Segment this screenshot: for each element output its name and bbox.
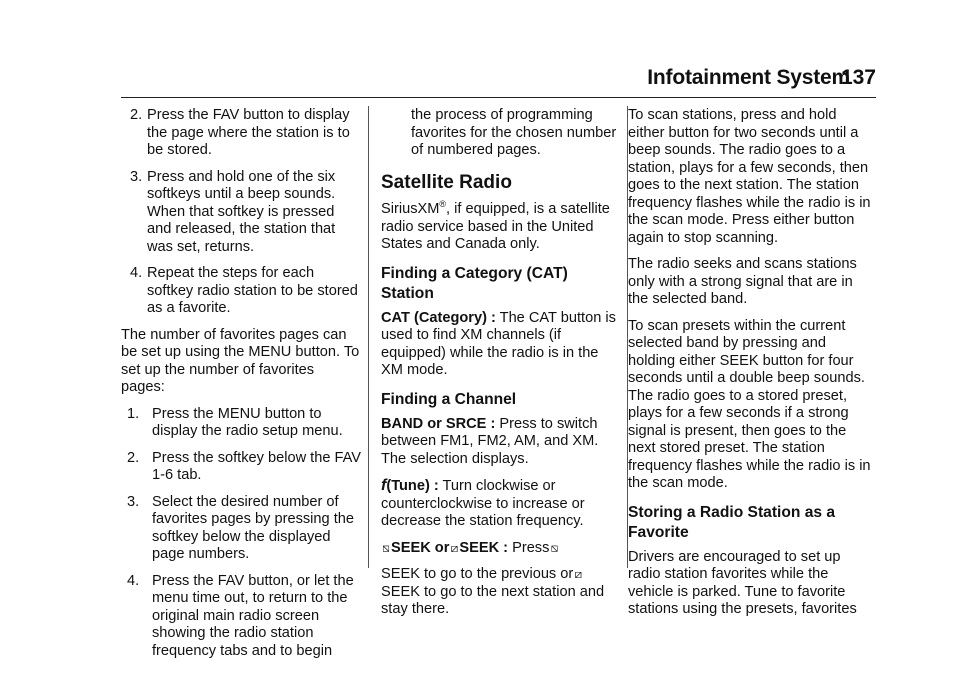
- tune-label: (Tune) :: [386, 478, 439, 494]
- seek-text: SEEK to go to the next station and stay there.: [381, 583, 605, 617]
- heading-storing-favorite: Storing a Radio Station as a Favorite: [628, 503, 836, 541]
- column-left: [121, 107, 361, 669]
- step-number: 2.: [130, 107, 143, 123]
- step-item: [121, 107, 361, 160]
- seek-press: Press: [508, 539, 550, 556]
- seek-next-icon: ⧄: [450, 540, 459, 555]
- step-number: 4.: [130, 265, 143, 281]
- seek-label: SEEK :: [459, 539, 509, 556]
- step-text: Press the FAV button to display the page where the station is to be stored.: [147, 107, 350, 158]
- cat-paragraph: [381, 310, 617, 380]
- scan-paragraph: To scan stations, press and hold either button for two seconds until a beep sounds. The radio goes to a station, plays for a few seconds, then goes to the next station. The station frequency flashes while the radio is in the scan mode. Press either button again to stop scanning.: [628, 107, 871, 246]
- step-number: 3.: [130, 168, 143, 185]
- seek-previous-icon: ⧅: [550, 540, 559, 555]
- step-text: Press and hold one of the six softkeys until a beep sounds. When that softkey is pressed and released, the station that was set, returns.: [147, 168, 336, 255]
- step-item: [121, 169, 361, 257]
- heading-find-category: Finding a Category (CAT) Station: [381, 264, 568, 302]
- step-number: 2.: [127, 449, 140, 466]
- step-number: 1.: [127, 405, 140, 422]
- seek-text: SEEK to go to the previous or: [381, 566, 574, 582]
- section-title: Infotainment System: [647, 66, 850, 89]
- step-item: [121, 450, 361, 485]
- step-number: 4.: [127, 572, 140, 589]
- seek-previous-icon: ⧅: [382, 540, 390, 555]
- step-text: Press the softkey below the FAV 1-6 tab.: [152, 449, 362, 483]
- sirius-text: , if equipped, is a satellite radio service based in the United States and Canada only.: [381, 201, 610, 252]
- step-number: 3.: [127, 493, 140, 510]
- column-right: [628, 107, 876, 628]
- band-paragraph: [381, 416, 617, 469]
- header-divider: [121, 97, 876, 98]
- sirius-brand: SiriusXM: [381, 201, 440, 217]
- seek-next-icon: ⧄: [574, 567, 583, 581]
- band-label: BAND or SRCE :: [381, 415, 496, 432]
- step-text: Press the FAV button, or let the menu time out, to return to the original main radio screen showing the radio station frequency tabs and to begin: [152, 572, 354, 659]
- continuation-text: the process of programming favorites for the chosen number of numbered pages.: [411, 107, 617, 158]
- heading-satellite-radio: Satellite Radio: [381, 171, 512, 193]
- column-middle: [381, 107, 617, 628]
- heading-find-channel: Finding a Channel: [381, 390, 517, 408]
- registered-mark: ®: [439, 199, 447, 210]
- tune-text: Turn clockwise or counterclockwise to increase or decrease the station frequency.: [381, 478, 585, 529]
- step-item: [121, 265, 361, 318]
- favorites-paragraph: Drivers are encouraged to set up radio station favorites while the vehicle is parked. Tune to favorite stations using the presets, favorites: [628, 548, 857, 617]
- step-text: Repeat the steps for each softkey radio station to be stored as a favorite.: [147, 265, 358, 316]
- step-text: Press the MENU button to display the radio setup menu.: [152, 405, 343, 439]
- seek-description: [381, 566, 617, 619]
- cat-text: The CAT button is used to find XM channels (if equipped) while the radio is in the XM mode.: [381, 309, 616, 378]
- music-note-icon: f: [381, 477, 387, 494]
- page-number: 137: [840, 66, 876, 89]
- seek-scan-paragraph: The radio seeks and scans stations only with a strong signal that are in the selected band.: [628, 256, 857, 307]
- seek-paragraph: [381, 540, 617, 558]
- cat-label: CAT (Category) :: [381, 309, 496, 326]
- seek-label: SEEK or: [391, 539, 450, 556]
- step-item: [121, 406, 361, 441]
- column-divider: [368, 106, 369, 568]
- step-item: [121, 494, 361, 564]
- step-item: [121, 573, 361, 661]
- tune-paragraph: [381, 477, 617, 531]
- scan-presets-paragraph: To scan presets within the current selected band by pressing and holding either SEEK button for four seconds until a double beep sounds. The radio goes to a stored preset, plays for a few seconds if a strong signal is present, then goes to the next stored preset. The station frequency flashes while the radio is in the scan mode.: [628, 317, 871, 491]
- favorites-pages-paragraph: The number of favorites pages can be set up using the MENU button. To set up the number of favorites pages:: [121, 326, 360, 395]
- sirius-paragraph: [381, 201, 617, 254]
- band-text: Press to switch between FM1, FM2, AM, and XM. The selection displays.: [381, 415, 599, 467]
- step-text: Select the desired number of favorites pages by pressing the softkey below the displayed page numbers.: [152, 493, 354, 562]
